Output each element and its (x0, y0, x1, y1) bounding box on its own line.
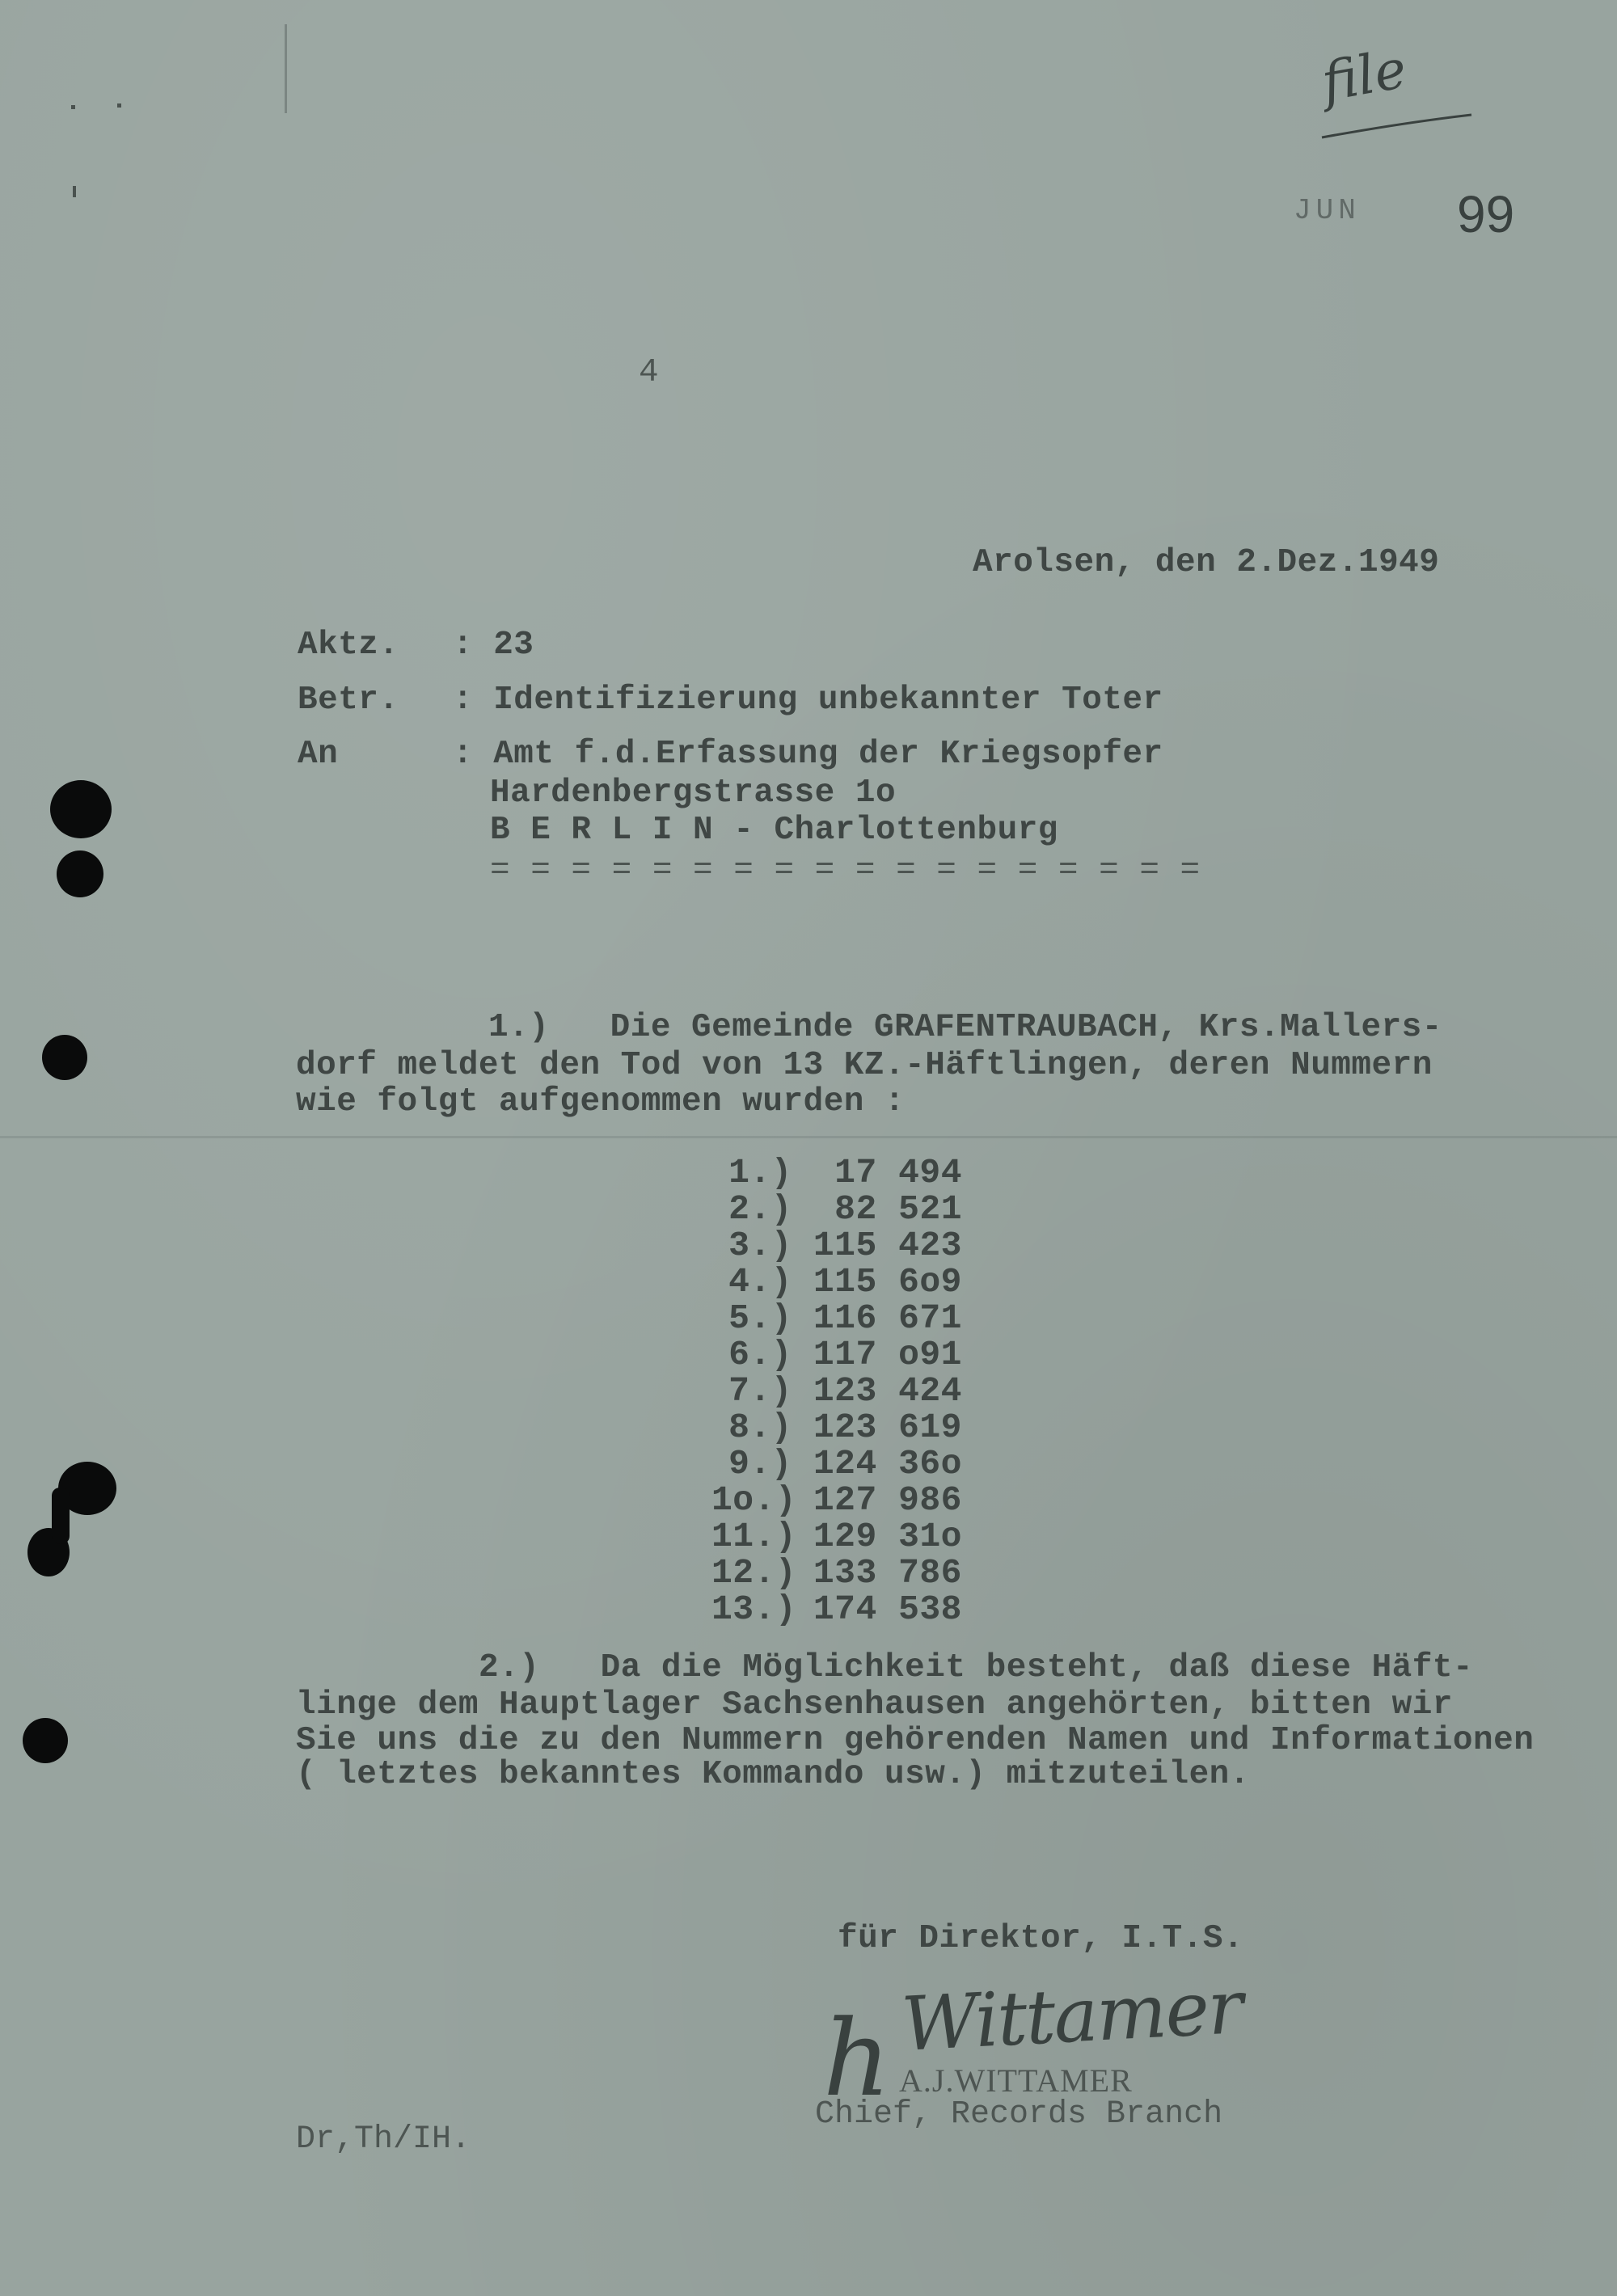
list-item (711, 1373, 962, 1409)
list-index: 12.) (711, 1553, 797, 1593)
list-item (711, 1300, 962, 1336)
reference-initials: Dr,Th/IH. (296, 2121, 471, 2158)
paragraph-2-line-3: Sie uns die zu den Nummern gehörenden Namen und Informationen (296, 1722, 1535, 1759)
list-index: 1.) (728, 1153, 792, 1192)
list-item (711, 1555, 962, 1591)
list-index: 5.) (728, 1298, 792, 1338)
list-index: 11.) (711, 1517, 797, 1556)
received-marks: JUN (1294, 194, 1361, 227)
prisoner-number: 17 494 (834, 1153, 962, 1192)
prisoner-number: 116 671 (813, 1298, 962, 1338)
list-item (711, 1591, 962, 1627)
list-index: 8.) (728, 1408, 792, 1447)
edge-mark (117, 103, 121, 108)
file-note: file (1317, 37, 1412, 114)
an-line-2: Hardenbergstrasse 1o (490, 774, 897, 812)
prisoner-number: 123 424 (813, 1371, 962, 1411)
prisoner-number: 124 36o (813, 1444, 962, 1484)
signature-initial: h (823, 1997, 891, 2120)
signature: Wittamer (899, 1964, 1244, 2068)
page-number: 4 (639, 354, 660, 391)
address-underline: = = = = = = = = = = = = = = = = = = (490, 852, 1201, 889)
list-index: 4.) (728, 1262, 792, 1302)
punch-hole (57, 850, 103, 897)
list-item (711, 1518, 962, 1555)
list-item (711, 1191, 962, 1227)
prisoner-number-list (711, 1154, 962, 1627)
punch-hole (42, 1035, 87, 1080)
aktz-label: Aktz. (298, 627, 399, 664)
paragraph-2-line-4: ( letztes bekanntes Kommando usw.) mitzuteilen. (296, 1756, 1250, 1793)
list-item (711, 1409, 962, 1446)
paragraph-2-line-1: 2.) Da die Möglichkeit besteht, daß diese Häft- (479, 1649, 1474, 1686)
list-item (711, 1446, 962, 1482)
an-label: An (298, 736, 339, 773)
punch-hole (23, 1718, 68, 1763)
prisoner-number: 129 31o (813, 1517, 962, 1556)
paragraph-1-line-2: dorf meldet den Tod von 13 KZ.-Häftlingen, deren Nummern (296, 1047, 1433, 1084)
list-item (711, 1154, 962, 1191)
prisoner-number: 115 6o9 (813, 1262, 962, 1302)
prisoner-number: 115 423 (813, 1226, 962, 1265)
list-item (711, 1336, 962, 1373)
prisoner-number: 117 o91 (813, 1335, 962, 1374)
edge-mark (285, 24, 287, 113)
punch-hole (52, 1488, 70, 1544)
list-index: 6.) (728, 1335, 792, 1374)
aktz-value: : 23 (453, 627, 534, 664)
list-index: 2.) (728, 1189, 792, 1229)
paper-fold-line (0, 1136, 1617, 1138)
prisoner-number: 127 986 (813, 1480, 962, 1520)
paragraph-1-line-3: wie folgt aufgenommen wurden : (296, 1083, 906, 1121)
signatory-name: A.J.WITTAMER (899, 2062, 1133, 2099)
an-line-1: : Amt f.d.Erfassung der Kriegsopfer (453, 736, 1163, 773)
date-line: Arolsen, den 2.Dez.1949 (973, 544, 1440, 581)
edge-mark (73, 186, 76, 197)
list-item (711, 1227, 962, 1264)
list-index: 9.) (728, 1444, 792, 1484)
list-index: 3.) (728, 1226, 792, 1265)
betr-value: : Identifizierung unbekannter Toter (453, 682, 1163, 719)
file-note-underline (1318, 97, 1480, 146)
an-line-3: B E R L I N - Charlottenburg (490, 812, 1058, 849)
received-number: 99 (1457, 185, 1515, 243)
list-item (711, 1264, 962, 1300)
punch-hole (50, 780, 112, 838)
betr-label: Betr. (298, 682, 399, 719)
for-director-line: für Direktor, I.T.S. (838, 1920, 1244, 1957)
list-index: 7.) (728, 1371, 792, 1411)
signatory-title: Chief, Records Branch (815, 2096, 1223, 2133)
edge-mark (71, 105, 75, 109)
prisoner-number: 123 619 (813, 1408, 962, 1447)
prisoner-number: 82 521 (834, 1189, 962, 1229)
paragraph-1-line-1: 1.) Die Gemeinde GRAFENTRAUBACH, Krs.Mallers- (488, 1009, 1442, 1046)
paragraph-2-line-2: linge dem Hauptlager Sachsenhausen angehörten, bitten wir (296, 1686, 1453, 1724)
list-index: 13.) (711, 1589, 797, 1629)
list-index: 1o.) (711, 1480, 797, 1520)
prisoner-number: 133 786 (813, 1553, 962, 1593)
list-item (711, 1482, 962, 1518)
prisoner-number: 174 538 (813, 1589, 962, 1629)
